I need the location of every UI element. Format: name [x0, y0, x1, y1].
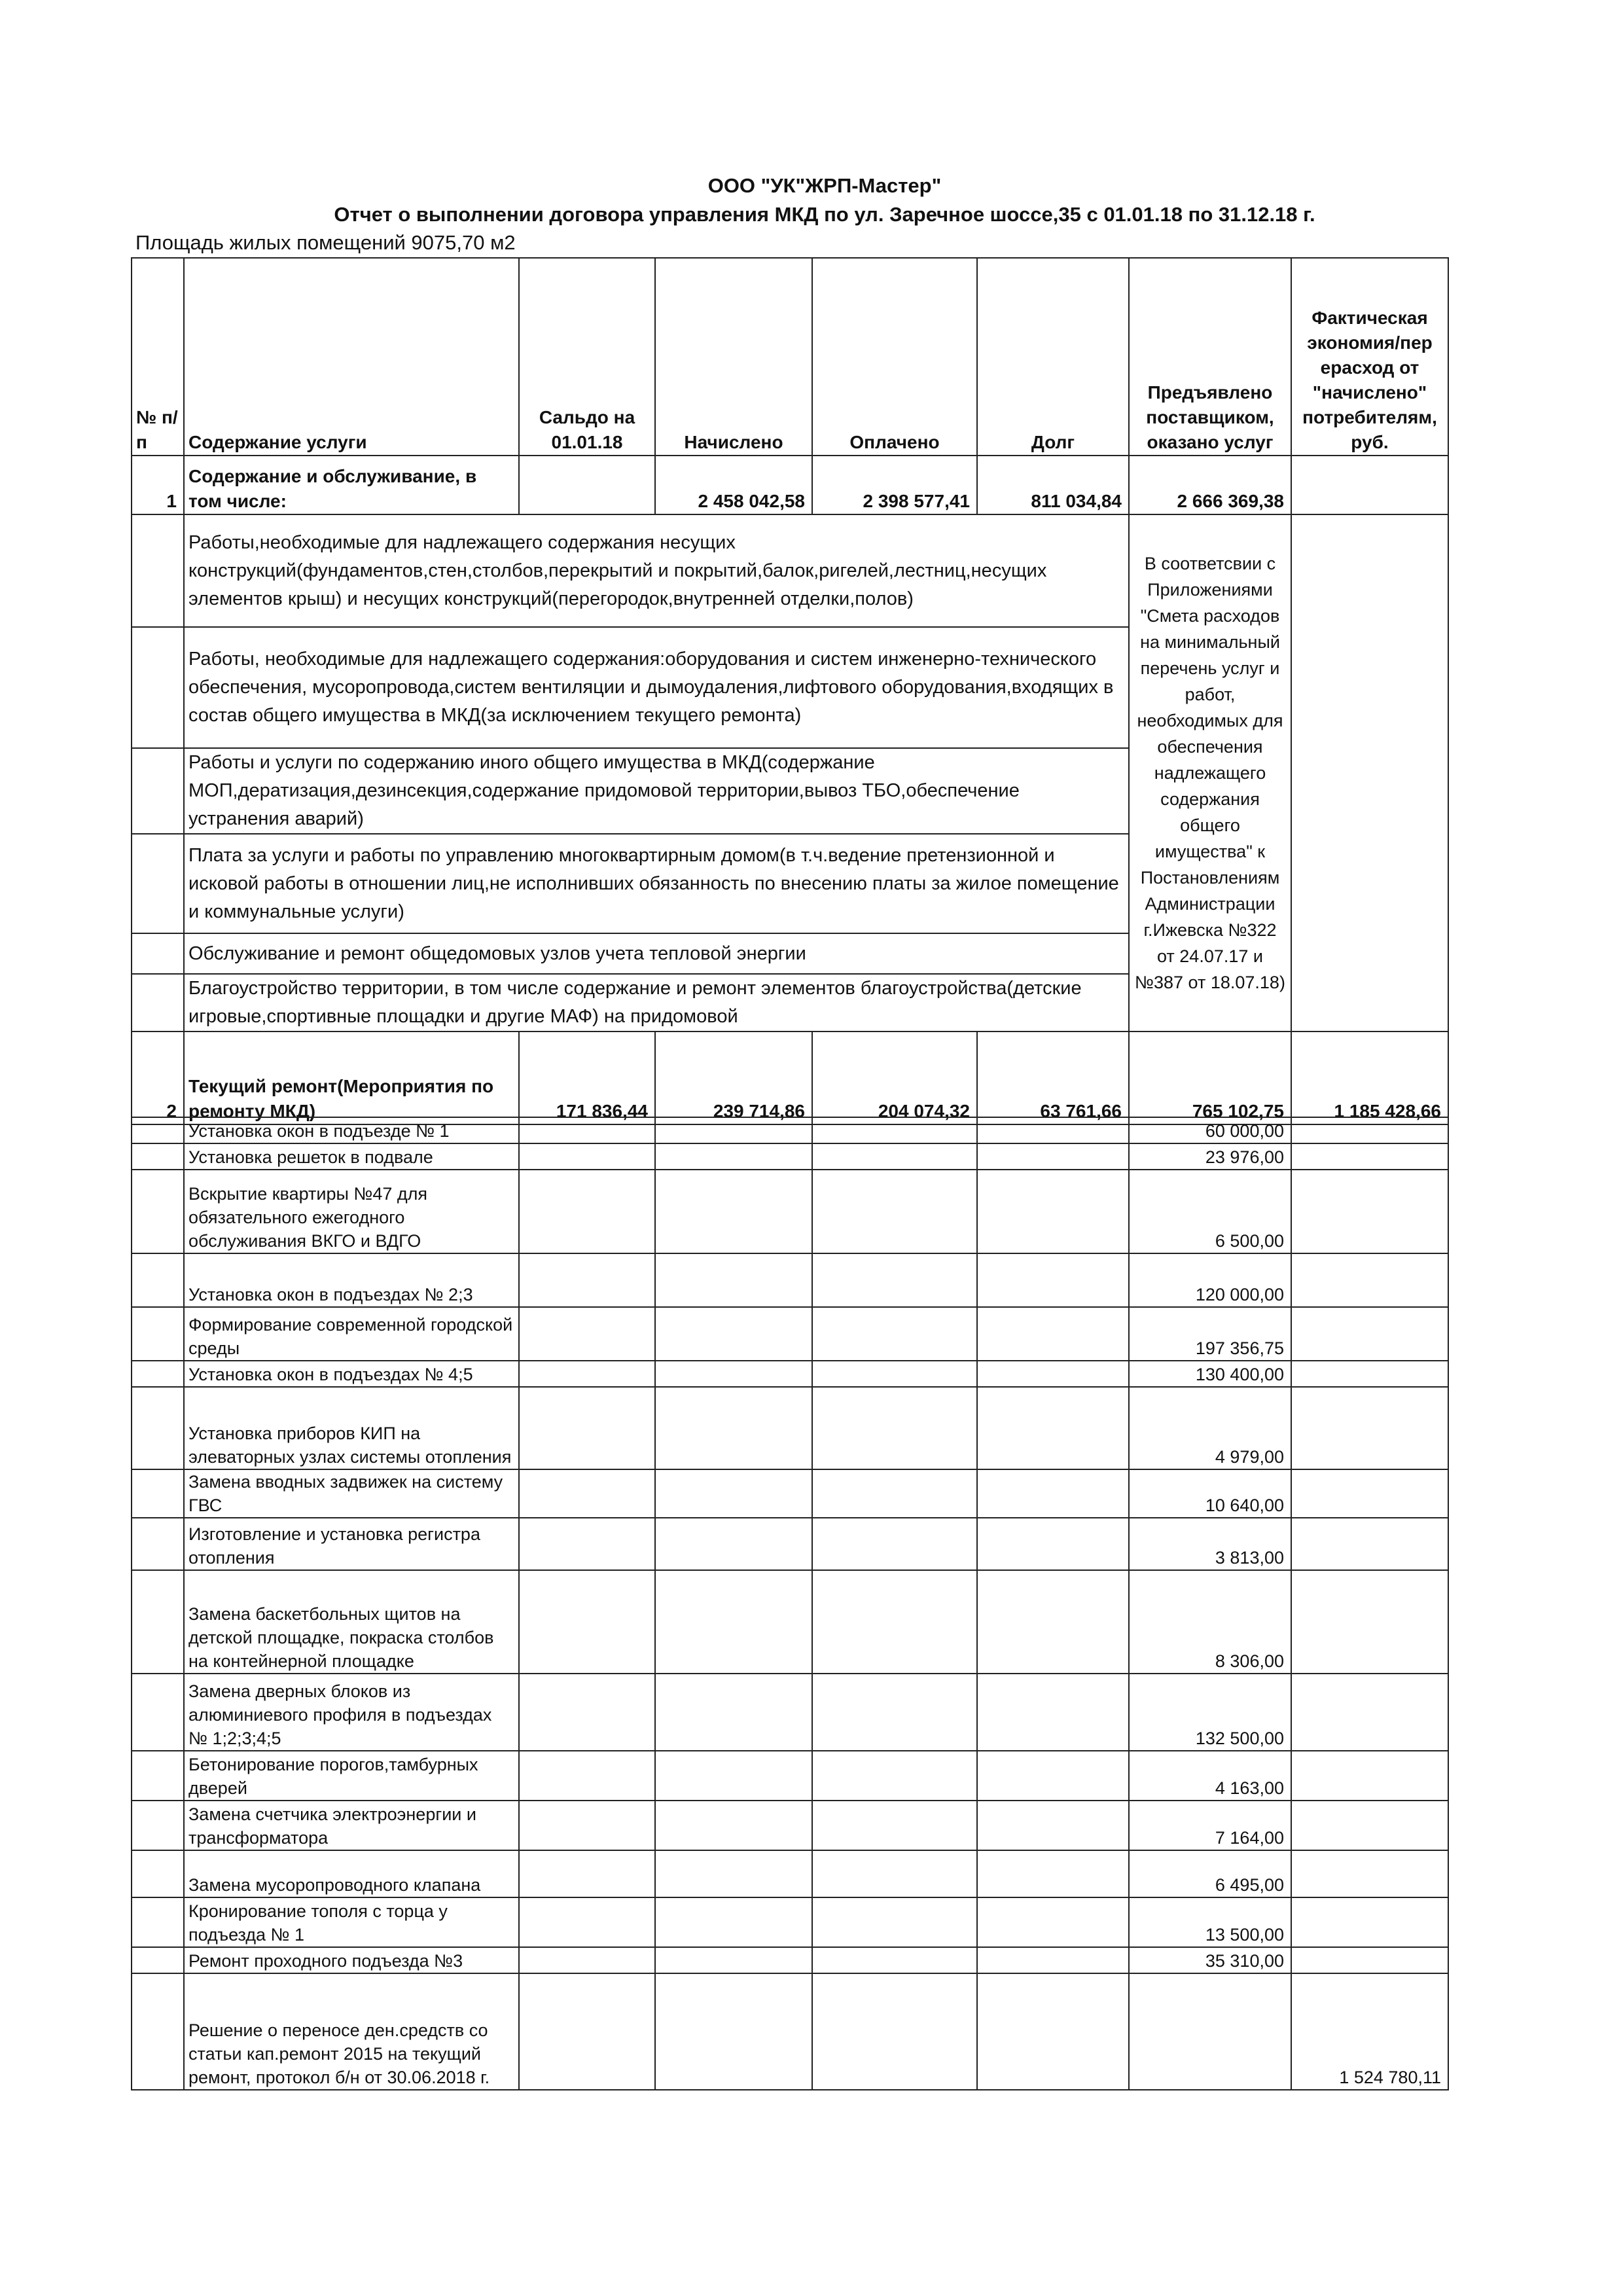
repair-item-name: Вскрытие квартиры №47 для обязательного ежегодного обслуживания ВКГО и ВДГО: [184, 1170, 519, 1253]
repair-item-debt: [977, 1387, 1129, 1469]
repair-item-charged: [655, 1801, 812, 1850]
repair-item-name: Решение о переносе ден.средств со статьи кап.ремонт 2015 на текущий ремонт, протокол б/н от 30.06.2018 г.: [184, 1973, 519, 2090]
header-row: [132, 258, 1448, 456]
repair-item-saldo: [519, 1973, 655, 2090]
repair-item-row: [132, 1253, 1448, 1307]
repair-item-name: Изготовление и установка регистра отопления: [184, 1518, 519, 1570]
repair-item-name: Кронирование тополя с торца у подъезда № 1: [184, 1897, 519, 1947]
repair-item-paid: [812, 1361, 977, 1387]
section1-debt: 811 034,84: [977, 456, 1129, 514]
repair-item-presented: 3 813,00: [1129, 1518, 1291, 1570]
repair-item-name: Установка приборов КИП на элеваторных узлах системы отопления: [184, 1387, 519, 1469]
section1-item: Работы,необходимые для надлежащего содержания несущих конструкций(фундаментов,стен,столбов,перекрытий и покрытий,балок,ригелей,лестниц,несущих элементов крыш) и несущих конструкций(перегородок,внутренней отделки,полов): [184, 514, 1129, 627]
repair-item-name: Замена баскетбольных щитов на детской площадке, покраска столбов на контейнерной площадке: [184, 1570, 519, 1674]
repair-item-debt: [977, 1170, 1129, 1253]
repair-item-economy: [1291, 1253, 1448, 1307]
repair-item-debt: [977, 1518, 1129, 1570]
repair-item-debt: [977, 1361, 1129, 1387]
repair-item-saldo: [519, 1307, 655, 1361]
repair-item-economy: [1291, 1518, 1448, 1570]
repair-item-presented: [1129, 1973, 1291, 2090]
repair-item-name: Замена мусоропроводного клапана: [184, 1850, 519, 1897]
repair-item-row: [132, 1307, 1448, 1361]
section1-paid: 2 398 577,41: [812, 456, 977, 514]
repair-item-presented: 6 500,00: [1129, 1170, 1291, 1253]
repair-item-economy: [1291, 1170, 1448, 1253]
section2-charged: 239 714,86: [655, 1031, 812, 1124]
repair-item-debt: [977, 1570, 1129, 1674]
repair-item-num: [132, 1518, 184, 1570]
repair-item-economy: [1291, 1850, 1448, 1897]
section2-saldo: 171 836,44: [519, 1031, 655, 1124]
repair-item-presented: 197 356,75: [1129, 1307, 1291, 1361]
repair-item-economy: [1291, 1570, 1448, 1674]
repair-item-presented: 7 164,00: [1129, 1801, 1291, 1850]
repair-item-name: Замена дверных блоков из алюминиевого профиля в подъездах № 1;2;3;4;5: [184, 1674, 519, 1751]
repair-item-num: [132, 1361, 184, 1387]
repair-item-name: Замена вводных задвижек на систему ГВС: [184, 1469, 519, 1518]
repair-item-paid: [812, 1143, 977, 1170]
repair-item-presented: 6 495,00: [1129, 1850, 1291, 1897]
repair-item-charged: [655, 1253, 812, 1307]
repair-item-debt: [977, 1897, 1129, 1947]
repair-item-paid: [812, 1170, 977, 1253]
report-title: Отчет о выполнении договора управления МКД по ул. Заречное шоссе,35 с 01.01.18 по 31.12.18 г.: [334, 203, 1315, 226]
repair-item-paid: [812, 1850, 977, 1897]
repair-item-num: [132, 1387, 184, 1469]
repair-item-charged: [655, 1751, 812, 1801]
repair-item-economy: [1291, 1674, 1448, 1751]
repair-item-name: Формирование современной городской среды: [184, 1307, 519, 1361]
repair-item-row: [132, 1361, 1448, 1387]
repair-item-debt: [977, 1850, 1129, 1897]
repair-item-paid: [812, 1674, 977, 1751]
repair-item-paid: [812, 1117, 977, 1143]
repair-item-num: [132, 1674, 184, 1751]
repair-item-debt: [977, 1143, 1129, 1170]
repair-item-charged: [655, 1897, 812, 1947]
repair-item-row: [132, 1850, 1448, 1897]
repair-item-debt: [977, 1947, 1129, 1973]
repair-item-saldo: [519, 1143, 655, 1170]
repair-item-num: [132, 1307, 184, 1361]
section2-economy: 1 185 428,66: [1291, 1031, 1448, 1124]
repair-item-charged: [655, 1307, 812, 1361]
section1-item: Благоустройство территории, в том числе содержание и ремонт элементов благоустройства(детские игровые,спортивные площадки и другие МАФ) на придомовой: [184, 974, 1129, 1031]
section1-note: В соответсвии с Приложениями "Смета расходов на минимальный перечень услуг и работ, необходимых для обеспечения надлежащего содержания общего имущества" к Постановлениям Администрации г.Ижевска №322 от 24.07.17 и №387 от 18.07.18): [1129, 514, 1291, 1031]
company-name: ООО "УК"ЖРП-Мастер": [707, 174, 942, 197]
repair-item-paid: [812, 1253, 977, 1307]
repair-item-presented: 60 000,00: [1129, 1117, 1291, 1143]
repair-item-num: [132, 1801, 184, 1850]
repair-item-debt: [977, 1307, 1129, 1361]
repair-item-row: [132, 1170, 1448, 1253]
repair-item-economy: [1291, 1469, 1448, 1518]
section2-row: [132, 1031, 1448, 1124]
col-debt-header: Долг: [977, 258, 1129, 456]
repair-item-num: [132, 1751, 184, 1801]
repair-item-saldo: [519, 1674, 655, 1751]
repair-item-economy: [1291, 1751, 1448, 1801]
living-area: Площадь жилых помещений 9075,70 м2: [135, 231, 516, 254]
repair-item-num: [132, 1253, 184, 1307]
section1-item: Работы и услуги по содержанию иного общего имущества в МКД(содержание МОП,дератизация,дезинсекция,содержание придомовой территории,вывоз ТБО,обеспечение устранения аварий): [184, 748, 1129, 834]
repair-item-num: [132, 1469, 184, 1518]
repair-item-paid: [812, 1973, 977, 2090]
repair-item-name: Установка решеток в подвале: [184, 1143, 519, 1170]
col-presented-header: Предъявлено поставщиком, оказано услуг: [1129, 258, 1291, 456]
repair-item-charged: [655, 1570, 812, 1674]
section1-name: Содержание и обслуживание, в том числе:: [184, 456, 519, 514]
repair-item-presented: 8 306,00: [1129, 1570, 1291, 1674]
repair-item-economy: [1291, 1387, 1448, 1469]
repair-item-debt: [977, 1253, 1129, 1307]
repair-item-row: [132, 1518, 1448, 1570]
repair-item-charged: [655, 1973, 812, 2090]
section1-row: [132, 456, 1448, 514]
repair-item-economy: [1291, 1897, 1448, 1947]
repair-item-row: [132, 1387, 1448, 1469]
repair-item-paid: [812, 1947, 977, 1973]
repair-item-row: [132, 1751, 1448, 1801]
repair-item-charged: [655, 1947, 812, 1973]
repair-item-presented: 10 640,00: [1129, 1469, 1291, 1518]
repair-items-table: [131, 1117, 1449, 2090]
repair-item-num: [132, 1143, 184, 1170]
section2-debt: 63 761,66: [977, 1031, 1129, 1124]
repair-item-saldo: [519, 1570, 655, 1674]
repair-item-saldo: [519, 1947, 655, 1973]
repair-item-economy: [1291, 1143, 1448, 1170]
repair-item-row: [132, 1801, 1448, 1850]
repair-item-presented: 13 500,00: [1129, 1897, 1291, 1947]
repair-item-presented: 23 976,00: [1129, 1143, 1291, 1170]
repair-item-row: [132, 1674, 1448, 1751]
repair-item-name: Ремонт проходного подъезда №3: [184, 1947, 519, 1973]
repair-item-name: Бетонирование порогов,тамбурных дверей: [184, 1751, 519, 1801]
repair-item-name: Установка окон в подъездах № 2;3: [184, 1253, 519, 1307]
repair-item-num: [132, 1850, 184, 1897]
repair-item-num: [132, 1973, 184, 2090]
repair-item-charged: [655, 1361, 812, 1387]
col-saldo-header: Сальдо на 01.01.18: [519, 258, 655, 456]
repair-item-num: [132, 1947, 184, 1973]
repair-item-row: [132, 1947, 1448, 1973]
section1-presented: 2 666 369,38: [1129, 456, 1291, 514]
repair-item-saldo: [519, 1469, 655, 1518]
repair-item-num: [132, 1117, 184, 1143]
repair-item-economy: [1291, 1801, 1448, 1850]
repair-item-row: [132, 1973, 1448, 2090]
repair-item-saldo: [519, 1253, 655, 1307]
repair-item-row: [132, 1570, 1448, 1674]
repair-item-row: [132, 1897, 1448, 1947]
repair-item-saldo: [519, 1801, 655, 1850]
repair-item-economy: [1291, 1361, 1448, 1387]
repair-item-economy: 1 524 780,11: [1291, 1973, 1448, 2090]
repair-item-debt: [977, 1469, 1129, 1518]
section1-item: Работы, необходимые для надлежащего содержания:оборудования и систем инженерно-технического обеспечения, мусоропровода,систем вентиляции и дымоудаления,лифтового оборудования,входящих в состав общего имущества в МКД(за исключением текущего ремонта): [184, 627, 1129, 748]
section1-num: 1: [132, 456, 184, 514]
repair-item-num: [132, 1897, 184, 1947]
section1-charged: 2 458 042,58: [655, 456, 812, 514]
repair-item-name: Установка окон в подъездах № 4;5: [184, 1361, 519, 1387]
section1-item: Обслуживание и ремонт общедомовых узлов учета тепловой энергии: [184, 933, 1129, 974]
section2-num: 2: [132, 1031, 184, 1124]
repair-item-paid: [812, 1307, 977, 1361]
repair-item-debt: [977, 1751, 1129, 1801]
repair-item-charged: [655, 1518, 812, 1570]
repair-item-presented: 4 163,00: [1129, 1751, 1291, 1801]
repair-item-paid: [812, 1751, 977, 1801]
repair-item-saldo: [519, 1387, 655, 1469]
repair-item-presented: 130 400,00: [1129, 1361, 1291, 1387]
repair-item-economy: [1291, 1947, 1448, 1973]
col-economy-header: Фактическая экономия/пер ерасход от "начислено" потребителям, руб.: [1291, 258, 1448, 456]
repair-item-charged: [655, 1170, 812, 1253]
col-service-header: Содержание услуги: [184, 258, 519, 456]
repair-item-row: [132, 1117, 1448, 1143]
repair-item-name: Замена счетчика электроэнергии и трансформатора: [184, 1801, 519, 1850]
repair-item-economy: [1291, 1117, 1448, 1143]
repair-item-paid: [812, 1518, 977, 1570]
report-table: [131, 257, 1449, 1125]
repair-item-row: [132, 1469, 1448, 1518]
repair-item-charged: [655, 1387, 812, 1469]
repair-item-saldo: [519, 1518, 655, 1570]
section1-economy: [1291, 456, 1448, 514]
section1-item-row: [132, 514, 1448, 627]
repair-item-paid: [812, 1387, 977, 1469]
repair-item-saldo: [519, 1850, 655, 1897]
section2-presented: 765 102,75: [1129, 1031, 1291, 1124]
section2-paid: 204 074,32: [812, 1031, 977, 1124]
repair-item-economy: [1291, 1307, 1448, 1361]
repair-item-paid: [812, 1570, 977, 1674]
repair-item-charged: [655, 1143, 812, 1170]
section1-item: Плата за услуги и работы по управлению многоквартирным домом(в т.ч.ведение претензионной и исковой работы в отношении лиц,не исполнивших обязанность по внесению платы за жилое помещение и коммунальные услуги): [184, 834, 1129, 933]
col-paid-header: Оплачено: [812, 258, 977, 456]
repair-item-paid: [812, 1469, 977, 1518]
repair-item-saldo: [519, 1361, 655, 1387]
repair-item-saldo: [519, 1170, 655, 1253]
repair-item-num: [132, 1570, 184, 1674]
repair-item-debt: [977, 1117, 1129, 1143]
repair-item-name: Установка окон в подъезде № 1: [184, 1117, 519, 1143]
repair-item-charged: [655, 1674, 812, 1751]
repair-items-body: [132, 1117, 1448, 2090]
repair-item-charged: [655, 1117, 812, 1143]
repair-item-presented: 132 500,00: [1129, 1674, 1291, 1751]
repair-item-presented: 35 310,00: [1129, 1947, 1291, 1973]
repair-item-presented: 120 000,00: [1129, 1253, 1291, 1307]
repair-item-saldo: [519, 1117, 655, 1143]
repair-item-debt: [977, 1973, 1129, 2090]
repair-item-paid: [812, 1801, 977, 1850]
repair-item-charged: [655, 1850, 812, 1897]
repair-item-presented: 4 979,00: [1129, 1387, 1291, 1469]
repair-item-debt: [977, 1801, 1129, 1850]
col-num-header: № п/п: [132, 258, 184, 456]
repair-item-num: [132, 1170, 184, 1253]
section1-saldo: [519, 456, 655, 514]
col-charged-header: Начислено: [655, 258, 812, 456]
repair-item-paid: [812, 1897, 977, 1947]
repair-item-debt: [977, 1674, 1129, 1751]
repair-item-charged: [655, 1469, 812, 1518]
repair-item-row: [132, 1143, 1448, 1170]
repair-item-saldo: [519, 1897, 655, 1947]
section2-name: Текущий ремонт(Мероприятия по ремонту МКД): [184, 1031, 519, 1124]
repair-item-saldo: [519, 1751, 655, 1801]
